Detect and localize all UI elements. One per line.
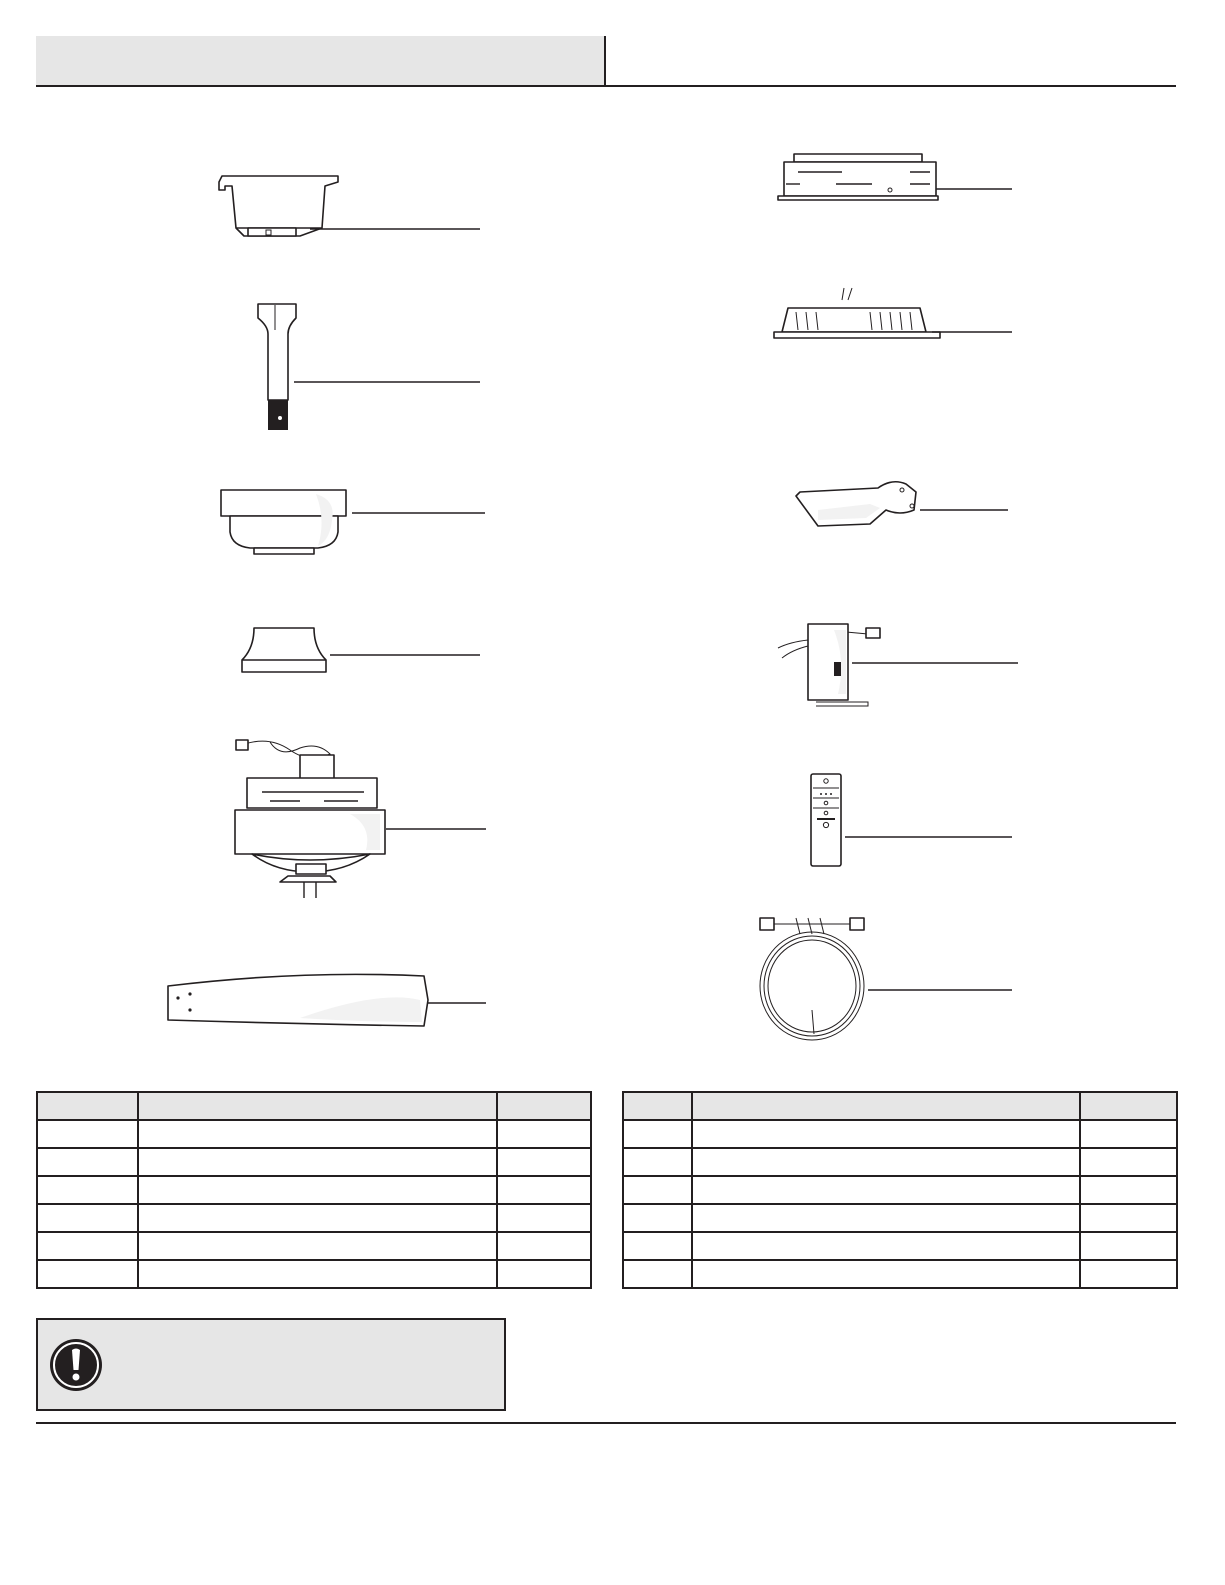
cell-part <box>623 1204 692 1232</box>
part-hanger-bracket <box>219 176 480 236</box>
cell-quantity <box>497 1260 591 1288</box>
table-row <box>623 1120 1177 1148</box>
part-canopy <box>221 490 485 554</box>
cell-quantity <box>1080 1260 1177 1288</box>
exclamation-icon <box>49 1338 103 1392</box>
cell-description <box>138 1260 496 1288</box>
part-motor-assembly <box>235 740 486 898</box>
part-coupling-cover <box>242 628 480 672</box>
part-downrod <box>258 304 480 430</box>
cell-quantity <box>497 1204 591 1232</box>
table-row <box>37 1120 591 1148</box>
cell-description <box>138 1148 496 1176</box>
header-quantity <box>497 1092 591 1120</box>
cell-quantity <box>1080 1232 1177 1260</box>
cell-part <box>623 1260 692 1288</box>
cell-description <box>138 1232 496 1260</box>
part-fan-blade <box>168 974 486 1026</box>
parts-table-left <box>36 1091 592 1289</box>
cell-quantity <box>1080 1120 1177 1148</box>
cell-description <box>692 1176 1080 1204</box>
table-row <box>623 1148 1177 1176</box>
cell-part <box>37 1148 138 1176</box>
header-quantity <box>1080 1092 1177 1120</box>
cell-quantity <box>497 1120 591 1148</box>
parts-table-right <box>622 1091 1178 1289</box>
cell-description <box>138 1120 496 1148</box>
cell-quantity <box>497 1176 591 1204</box>
cell-part <box>623 1148 692 1176</box>
header-description <box>692 1092 1080 1120</box>
header-description <box>138 1092 496 1120</box>
cell-description <box>692 1148 1080 1176</box>
cell-part <box>623 1176 692 1204</box>
cell-quantity <box>1080 1148 1177 1176</box>
notice-box <box>36 1318 506 1411</box>
cell-part <box>623 1232 692 1260</box>
part-blade-arm <box>796 482 1008 526</box>
part-receiver <box>778 624 1018 706</box>
cell-part <box>37 1176 138 1204</box>
cell-quantity <box>1080 1176 1177 1204</box>
cell-description <box>692 1260 1080 1288</box>
cell-quantity <box>497 1148 591 1176</box>
cell-description <box>692 1232 1080 1260</box>
table-row <box>623 1204 1177 1232</box>
cell-description <box>138 1176 496 1204</box>
cell-part <box>37 1120 138 1148</box>
cell-part <box>37 1232 138 1260</box>
cell-part <box>37 1204 138 1232</box>
header-part <box>37 1092 138 1120</box>
part-light-kit-adapter <box>774 288 1012 338</box>
cell-quantity <box>1080 1204 1177 1232</box>
table-row <box>37 1232 591 1260</box>
cell-description <box>692 1120 1080 1148</box>
cell-part <box>37 1260 138 1288</box>
cell-quantity <box>497 1232 591 1260</box>
part-mounting-plate <box>778 154 1012 200</box>
part-extension-wire <box>760 918 1012 1040</box>
table-row <box>623 1260 1177 1288</box>
cell-part <box>623 1120 692 1148</box>
footer-rule <box>36 1422 1176 1424</box>
table-header-row <box>623 1092 1177 1120</box>
table-row <box>623 1232 1177 1260</box>
table-header-row <box>37 1092 591 1120</box>
part-remote-control <box>811 774 1012 866</box>
table-row <box>37 1204 591 1232</box>
cell-description <box>138 1204 496 1232</box>
header-part <box>623 1092 692 1120</box>
table-row <box>37 1176 591 1204</box>
cell-description <box>692 1204 1080 1232</box>
table-row <box>37 1260 591 1288</box>
table-row <box>623 1176 1177 1204</box>
table-row <box>37 1148 591 1176</box>
